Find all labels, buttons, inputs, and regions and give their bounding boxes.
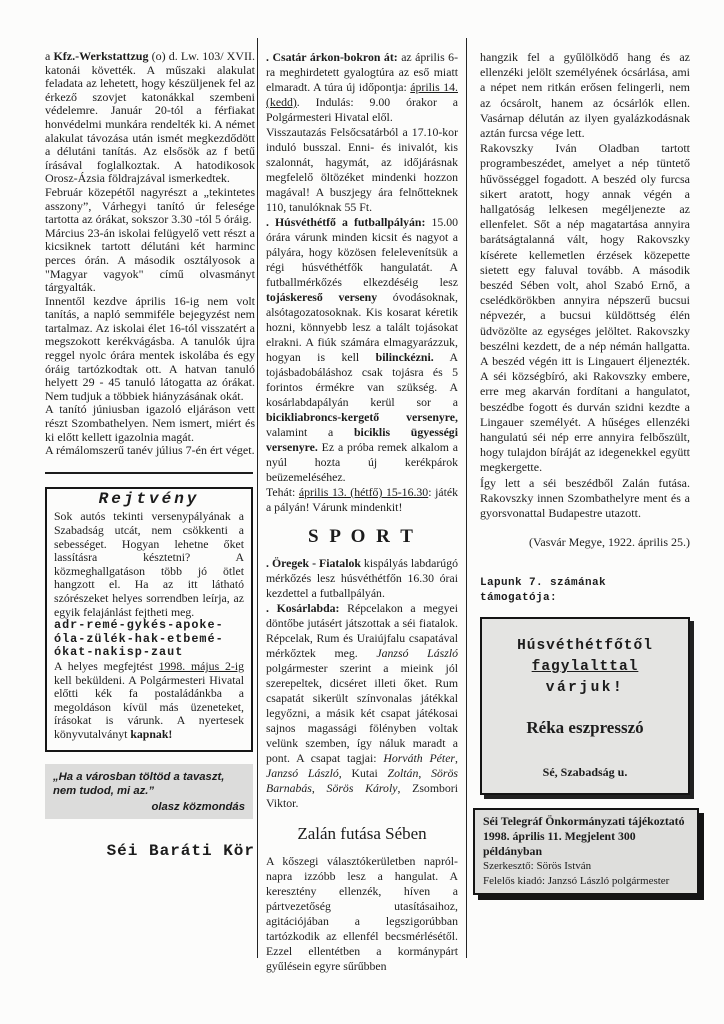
article-paragraph: Rakovszky Iván Oladban tartott programbeszédet, amelyet a nép tüntető hűvösséggel fogadott. A beszéd oly furcsa sikert aratott, hogy annak végén a hallgatóság lelkesen megéljenezte az ellenfelet. Sőt a nép magatartása annyira barátságtalanná vált, hogy Rakovszky kísérete kellemetlen érzések közepette sietett egy faluval tovább. A második beszéd Sében volt, ahol Szabó Ernő, a cselédkörökben annyira népszerű bucsui népvezér, a bucsui küldöttség élén üdvözölte az egységes jelöltet. Rakovszky beszélni kezdett, de a nép némán hallgatta. A beszéd végén itt is Lingauert éljenezték. A séi községbíró, aki Rakovszky embere, erre meg akarván fordítani a hangulatot, beszédbe fogott és durván szidni kezdte a Lingauer személyét. A hűséges ellenzéki hangulatú séi nép erre annyira felbőszült, hogy tulajdon bíráját az idegenekkel együtt megkergette. <box>480 141 690 475</box>
signature-sei-barati-kor: Séi Baráti Kör <box>106 841 255 860</box>
sponsor-label: Lapunk 7. számának támogatója: <box>480 576 607 604</box>
article-paragraph: Február közepétől nagyrészt a „tekintetes asszony”, Várhegyi tanító úr felesége tartotta az órákat, sokszor 3.30 -tól 5 óráig. <box>45 184 255 227</box>
colophon-publisher: Felelős kiadó: Janzsó László polgármester <box>483 874 670 887</box>
advertisement-box <box>480 617 690 795</box>
article-paragraph: A rémálomszerű tanév július 7-én ért véget. <box>45 443 255 458</box>
ad-headline-line2: fagylalttal <box>531 658 639 675</box>
column-left <box>45 50 255 858</box>
puzzle-title: Rejtvény <box>98 489 200 508</box>
puzzle-code: adr-remé-gykés-apoke-óla-zülék-hak-etbemé-ókat-nakisp-zaut <box>54 618 224 660</box>
puzzle-text: A helyes megfejtést 1998. május 2-ig kell beküldeni. A Polgármesteri Hivatal előtti kék fa postaládánkba a megoldáson kívül más üzeneteket, írásokat is várunk. A nyertesek könyvutalványt kapnak! <box>54 658 244 741</box>
article-paragraph: Tehát: április 13. (hétfő) 15-16.30: játék a pályán! Várunk mindenkit! <box>266 485 458 514</box>
ad-headline-line1: Húsvéthétfőtől <box>517 637 653 654</box>
zalan-article-heading: Zalán futása Sében <box>297 824 427 843</box>
article-paragraph: . Húsvéthétfő a futballpályán: 15.00 órára várunk minden kicsit és nagyot a pályára, hogy közösen felelevenítsük a régi húsvéthétfők hangulatát. A futballmérkőzés elkezdéséig lesz tojáskereső verseny óvodásoknak, alsótagozatosoknak. Kis kosarat kéretik hozni, könnyebb lesz a talált tojásokat elrakni. A fiúk számára elmagyarázzuk, hogyan is kell bilinckézni. A tojásbadobáláshoz csak tojásra és 5 forintos érmékre van szükség. A kosárlabdapályán kerül sor a bicikliabroncs-kergető versenyre, valamint a biciklis ügyességi versenyre. Ez a próba remek alkalom a nyúl hozta új kerékpárok beüzemeléséhez. <box>266 215 458 484</box>
quote-attribution: olasz közmondás <box>151 800 245 813</box>
column-middle <box>266 50 458 974</box>
column-divider-right <box>466 38 467 958</box>
colophon-issue-info: 1998. április 11. Megjelent 300 példányban <box>483 829 636 859</box>
colophon-title: Séi Telegráf Önkormányzati tájékoztató <box>483 814 685 829</box>
article-paragraph: Így lett a séi beszédből Zalán futása. Rakovszky innen Szombathelyre ment és a gyorsvonattal Budapestre utazott. <box>480 475 690 521</box>
article-paragraph: a Kfz.-Werkstattzug (o) d. Lw. 103/ XVII. katonái követték. A műszaki alakulat feladata az lehetett, hogy készüljenek fel az érkező szovjet katonákkal szembeni védelemre. Január 20-tól a férfiakat honvédelmi munkára rendelték ki. A német alakulat távozása után ismét megkezdődött a délutáni tanítás. Az elsősök az f betű írásával foglalkoztak. A hatodikosok Orosz-Ázsia földrajzával ismerkedtek. <box>45 49 255 186</box>
ad-headline-line3: várjuk! <box>545 679 625 696</box>
ad-business-name: Réka eszpresszó <box>526 717 644 737</box>
article-paragraph: . Kosárlabda: Répcelakon a megyei döntőbe jutásért játszottak a séi fiatalok. Répcelak, Rum és Uraiújfalu csapatával mérkőztek meg. Janzsó László polgármester szerint a mieink jól szerepeltek, dicséret illeti őket. Rum csapatát sikerült színvonalas játékkal legyőzni, a másik két csapat játékosai sajnos magassági fölényben voltak velünk szemben, így náluk maradt a pont. A csapat tagjai: Horváth Péter, Janzsó László, Kutai Zoltán, Sörös Barnabás, Sörös Károly, Zsombori Viktor. <box>266 601 458 810</box>
puzzle-text: Sok autós tekinti versenypályának a Szabadság utcát, nem csökkenti a sebességet. Hogyan lehetne őket lassításra késztetni? A közmeghallgatáson több jó ötlet hangzott el. Ha az itt látható szórészeket helyes sorrendben leírja, az egyik felajánlást fejtheti meg. <box>54 509 244 619</box>
ad-address: Sé, Szabadság u. <box>542 765 628 780</box>
article-paragraph: A tanító júniusban igazoló eljáráson vett részt Szombathelyen. Nem ismert, miért és ki előtt kellett igazolnia magát. <box>45 402 255 444</box>
colophon-editor: Szerkesztő: Sörös István <box>483 860 592 873</box>
article-paragraph: Március 23-án iskolai felügyelő vett részt a kicsiknek tartott délutáni két harminc perces órán. A második osztályosok a "Magyar vagyok" című olvasmányt tárgyalták. <box>45 225 255 295</box>
sport-section-heading: S P O R T <box>308 526 416 547</box>
article-paragraph: . Öregek - Fiatalok kispályás labdarúgó mérkőzés lesz húsvéthétfőn 16.30 órai kezdettel a futballpályán. <box>266 556 458 600</box>
article-paragraph: . Csatár árkon-bokron át: az április 6-ra meghirdetett gyalogtúra az eső miatt elmaradt. A túra új időpontja: április 14. (kedd). Indulás: 9.00 órakor a Polgármesteri Hivatal elől. <box>266 50 458 124</box>
section-divider <box>45 472 253 474</box>
article-paragraph: hangzik fel a gyűlölködő hang és az ellenzéki jelölt személyének ócsárlása, ami a népet nem ritkán erősen felingerli, nem az ócsárolt, hanem az ócsárlók ellen. Vasárnap délután az ilyen gyalázkodásnak aztán furcsa vége lett. <box>480 50 690 141</box>
article-paragraph: Innentől kezdve április 16-ig nem volt tanítás, a napló semmiféle bejegyzést nem tartalmaz. Az iskolai élet 16-tól visszatért a megszokott kerékvágásba. A tanulók újra reggel nyolc órára mentek iskolába és egy óráig tartózkodtak ott. A hatvan tanuló helyett 29 - 45 tanuló látogatta az órákat. Nem tudjuk a többiek hiányzásának okát. <box>45 293 255 403</box>
article-paragraph: Visszautazás Felsőcsatárból a 17.10-kor induló busszal. Enni- és inivalót, kis szalonnát, hagymát, az időjárásnak megfelelő öltözéket mindenki hozzon magával! A buszjegy ára felnőtteknek 110, tanulóknak 55 Ft. <box>266 125 458 214</box>
column-divider-left <box>257 38 258 958</box>
quote-text: „Ha a városban töltöd a tavaszt, nem tudod, mi az.” <box>53 770 225 797</box>
colophon-box <box>473 808 699 895</box>
puzzle-box <box>45 487 253 752</box>
column-right <box>480 50 690 895</box>
article-paragraph: A kőszegi választókerületben napról-napra izzóbb lesz a hangulat. A keresztény ellenzék, híven a pártvezetőség utasításaihoz, agitációjában a legszigorúbban tartózkodik az ellenfél becsmérlésétől. Ezzel ellentétben a kormánypárt gyűlésein egyre sűrűbben <box>266 854 458 973</box>
quote-box <box>45 764 253 819</box>
article-source: (Vasvár Megye, 1922. április 25.) <box>529 535 690 550</box>
